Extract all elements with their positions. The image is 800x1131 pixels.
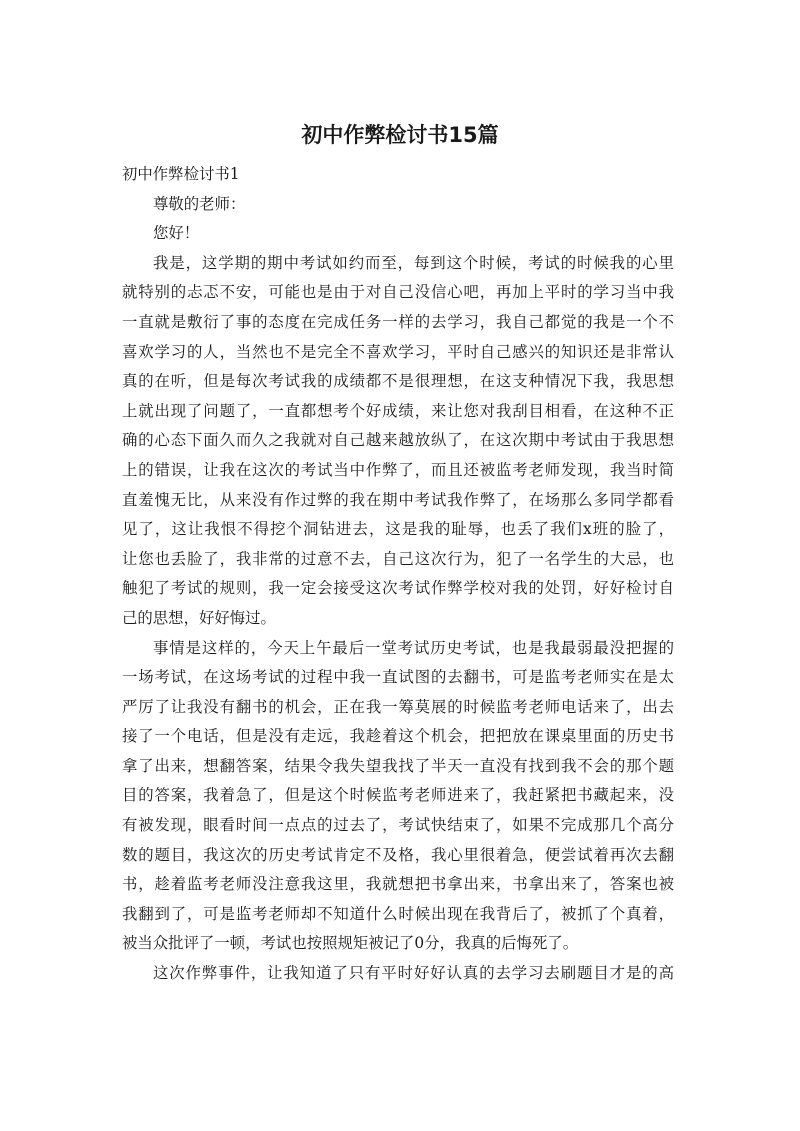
text-line: 见了，这让我恨不得挖个洞钻进去，这是我的耻辱，也丢了我们x班的脸了，	[122, 520, 674, 539]
text-line: 有被发现，眼看时间一点点的过去了，考试快结束了，如果不完成那几个高分	[122, 816, 674, 835]
text-line: 接了一个电话，但是没有走远，我趁着这个机会，把把放在课桌里面的历史书	[122, 727, 674, 746]
text-line: 我是，这学期的期中考试如约而至，每到这个时候，考试的时候我的心里	[153, 253, 674, 272]
text-line: 事情是这样的，今天上午最后一堂考试历史考试，也是我最弱最没把握的	[153, 638, 674, 657]
text-line: 严厉了让我没有翻书的机会，正在我一筹莫展的时候监考老师电话来了，出去	[122, 697, 674, 716]
text-line: 触犯了考试的规则，我一定会接受这次考试作弊学校对我的处罚，好好检讨自	[122, 579, 674, 598]
text-line: 上就出现了问题了，一直都想考个好成绩，来让您对我刮目相看，在这种不正	[122, 401, 674, 420]
text-line: 喜欢学习的人，当然也不是完全不喜欢学习，平时自己感兴的知识还是非常认	[122, 342, 674, 361]
text-line: 确的心态下面久而久之我就对自己越来越放纵了，在这次期中考试由于我思想	[122, 431, 674, 450]
text-line: 己的思想，好好悔过。	[122, 608, 276, 627]
text-line: 初中作弊检讨书1	[122, 165, 240, 183]
text-line: 一场考试，在这场考试的过程中我一直试图的去翻书，可是监考老师实在是太	[122, 668, 674, 687]
text-line: 真的在听，但是每次考试我的成绩都不是很理想，在这支种情况下我，我思想	[122, 372, 674, 391]
text-line: 让您也丢脸了，我非常的过意不去，自己这次行为，犯了一名学生的大忌，也	[122, 549, 674, 568]
text-line: 就特别的忐忑不安，可能也是由于对自己没信心吧，再加上平时的学习当中我	[122, 283, 674, 302]
text-line: 您好！	[153, 224, 200, 243]
text-line: 拿了出来，想翻答案，结果令我失望我找了半天一直没有找到我不会的那个题	[122, 756, 674, 775]
text-line: 数的题目，我这次的历史考试肯定不及格，我心里很着急，便尝试着再次去翻	[122, 845, 674, 864]
document-title: 初中作弊检讨书15篇	[301, 123, 499, 147]
text-line: 书，趁着监考老师没注意我这里，我就想把书拿出来，书拿出来了，答案也被	[122, 875, 674, 894]
text-line: 一直就是敷衍了事的态度在完成任务一样的去学习，我自己都觉的我是一个不	[122, 312, 674, 331]
text-line: 被当众批评了一顿，考试也按照规矩被记了0分，我真的后悔死了。	[122, 934, 579, 953]
text-line: 上的错误，让我在这次的考试当中作弊了，而且还被监考老师发现，我当时简	[122, 460, 674, 479]
text-line: 这次作弊事件，让我知道了只有平时好好认真的去学习去刷题目才是的高	[153, 964, 674, 983]
text-line: 尊敬的老师：	[153, 194, 246, 213]
document-body	[122, 160, 674, 989]
text-line: 直羞愧无比，从来没有作过弊的我在期中考试我作弊了，在场那么多同学都看	[122, 490, 674, 509]
text-line: 目的答案，我着急了，但是这个时候监考老师进来了，我赶紧把书藏起来，没	[122, 786, 674, 805]
text-line: 我翻到了，可是监考老师却不知道什么时候出现在我背后了，被抓了个真着，	[122, 904, 674, 923]
